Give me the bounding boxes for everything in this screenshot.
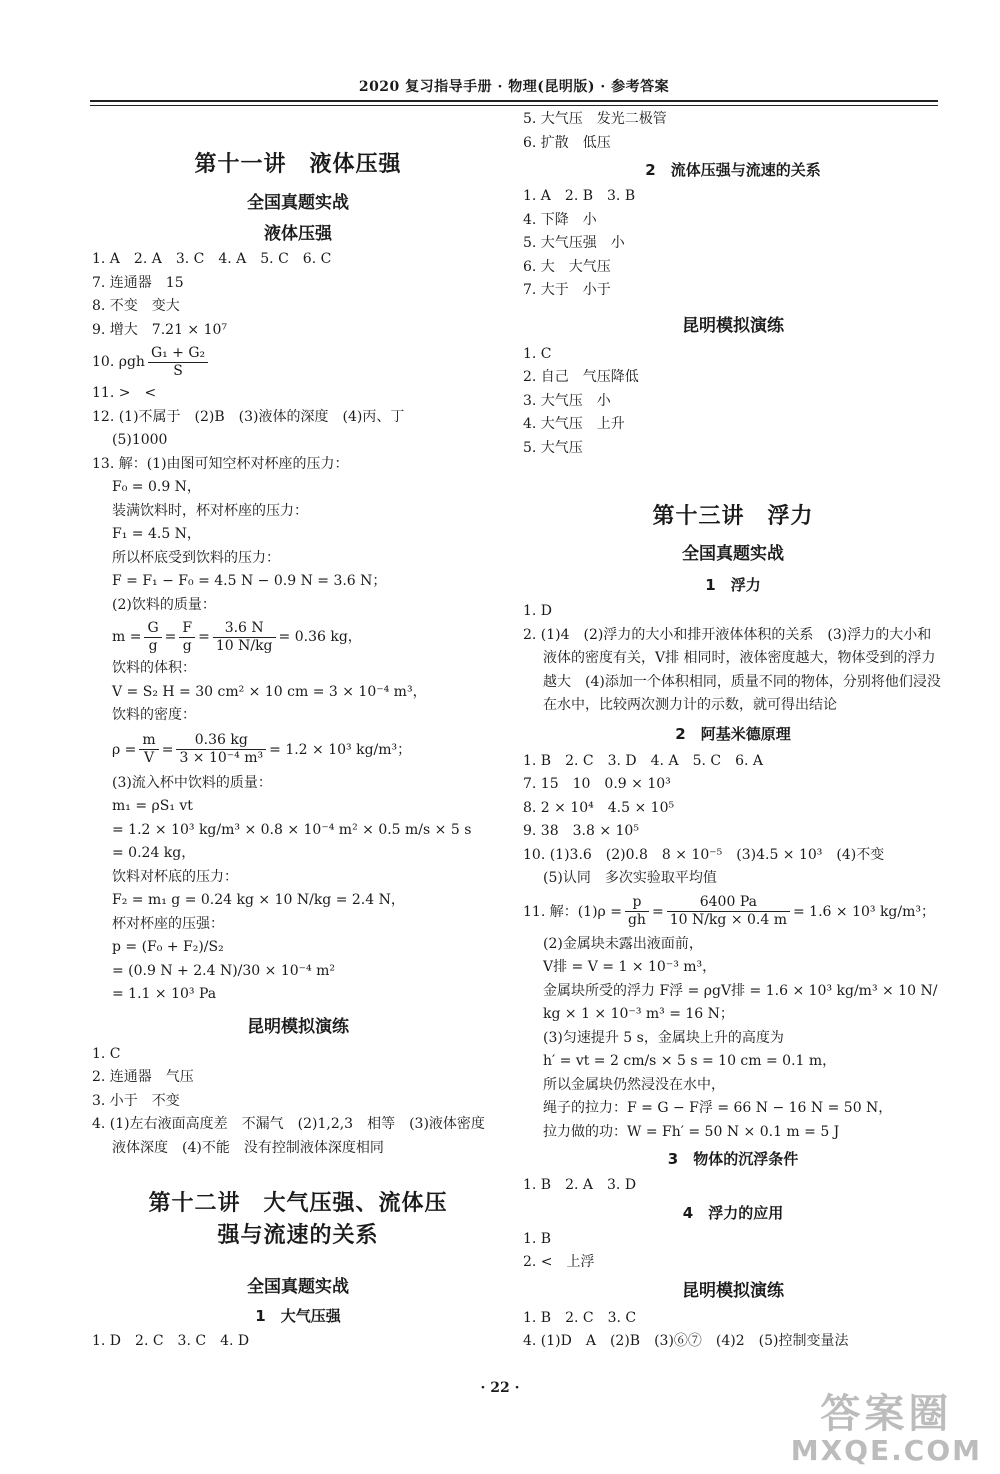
answer-line-fraction bbox=[92, 342, 504, 382]
answer-line: 4. 下降 小 bbox=[523, 211, 597, 228]
denominator: g bbox=[148, 637, 158, 654]
answer-line: 11. > < bbox=[92, 385, 157, 401]
section-title: 全国真题实战 bbox=[247, 1277, 349, 1297]
subsection-title: 2 阿基米德原理 bbox=[675, 724, 791, 743]
solution-line: p = (F₀ + F₂)/S₂ bbox=[112, 939, 224, 955]
solution-line: 所以金属块仍然浸没在水中， bbox=[543, 1076, 725, 1093]
numerator: 3.6 N bbox=[213, 620, 276, 638]
solution-line: = 1.2 × 10³ kg/m³ × 0.8 × 10⁻⁴ m² × 0.5 m/s × 5 s bbox=[112, 821, 472, 838]
solution-line-fraction bbox=[92, 617, 504, 657]
solution-line: F₁ = 4.5 N， bbox=[112, 526, 201, 542]
denominator: 10 N/kg × 0.4 m bbox=[669, 912, 787, 928]
numerator: G₁ + G₂ bbox=[148, 345, 208, 363]
watermark-url: MXQE.COM bbox=[790, 1434, 982, 1467]
solution-line: F₂ = m₁ g = 0.24 kg × 10 N/kg = 2.4 N， bbox=[112, 892, 405, 908]
section-title: 全国真题实战 bbox=[682, 544, 784, 564]
answer-line: 2. < 上浮 bbox=[523, 1254, 595, 1270]
answer-line: 2. 连通器 气压 bbox=[92, 1069, 194, 1085]
solution-line: V排 = V = 1 × 10⁻³ m³， bbox=[543, 959, 717, 975]
answer-line: 1. B bbox=[523, 1230, 552, 1247]
formula-text: = 1.6 × 10³ kg/m³； bbox=[793, 903, 936, 920]
answer-line: 3. 小于 不变 bbox=[92, 1092, 180, 1109]
answer-line: 9. 38 3.8 × 10⁵ bbox=[523, 823, 639, 839]
formula-text: = bbox=[164, 629, 177, 645]
formula-text: = 0.36 kg， bbox=[278, 629, 362, 645]
solution-line: V = S₂ H = 30 cm² × 10 cm = 3 × 10⁻⁴ m³， bbox=[112, 683, 427, 700]
solution-line: 拉力做的功：W = Fh′ = 50 N × 0.1 m = 5 J bbox=[543, 1123, 840, 1140]
answer-line: 2. 自己 气压降低 bbox=[523, 369, 639, 385]
formula-text: = bbox=[198, 629, 210, 645]
solution-line: (3)流入杯中饮料的质量： bbox=[112, 774, 272, 791]
solution-line: 金属块所受的浮力 F浮 = ρgV排 = 1.6 × 10³ kg/m³ × 10 N/ bbox=[543, 982, 938, 999]
answer-line-fraction bbox=[523, 891, 943, 933]
denominator: V bbox=[144, 750, 155, 766]
fraction bbox=[213, 620, 276, 655]
answer-line: 7. 大于 小于 bbox=[523, 282, 611, 298]
solution-line: 饮料对杯底的压力： bbox=[112, 868, 238, 885]
answer-line: 10. (1)3.6 (2)0.8 8 × 10⁻⁵ (3)4.5 × 10³ (4)不变 bbox=[523, 846, 885, 863]
answer-line: 8. 不变 变大 bbox=[92, 298, 180, 314]
formula-text: ρ = bbox=[112, 741, 137, 758]
answer-line: 4. (1)D A (2)B (3)⑥⑦ (4)2 (5)控制变量法 bbox=[523, 1333, 849, 1349]
formula-text: 11. 解：(1)ρ = bbox=[523, 903, 622, 920]
chapter-11-title: 第十一讲 液体压强 bbox=[194, 152, 402, 177]
denominator: g bbox=[182, 637, 192, 654]
denominator: 10 N/kg bbox=[215, 637, 273, 654]
subsection-title: 2 流体压强与流速的关系 bbox=[645, 161, 821, 179]
header-rule-thin bbox=[90, 105, 938, 106]
subsection-title: 液体压强 bbox=[264, 224, 332, 244]
answer-line: 4. (1)左右液面高度差 不漏气 (2)1,2,3 相等 (3)液体密度 液体深度 (4)不能 没有控制液体深度相同 bbox=[92, 1116, 499, 1156]
watermark-logo bbox=[791, 1392, 982, 1466]
section-title: 昆明模拟演练 bbox=[682, 315, 784, 336]
numerator: G bbox=[144, 620, 161, 638]
solution-line: (2)饮料的质量： bbox=[112, 596, 216, 613]
fraction bbox=[139, 732, 158, 767]
section-title: 昆明模拟演练 bbox=[682, 1280, 784, 1301]
chapter-12-title-cont: 强与流速的关系 bbox=[217, 1223, 379, 1248]
answer-line: 7. 连通器 15 bbox=[92, 274, 184, 291]
answer-line: (5)认同 多次实验取平均值 bbox=[543, 870, 717, 886]
section-title: 全国真题实战 bbox=[247, 193, 349, 213]
page-number: · 22 · bbox=[480, 1380, 520, 1396]
solution-line: F₀ = 0.9 N， bbox=[112, 479, 201, 495]
answer-line: 3. 大气压 小 bbox=[523, 392, 611, 409]
answer-line: 1. B 2. C 3. C bbox=[523, 1309, 637, 1326]
solution-line-fraction bbox=[92, 728, 504, 772]
answer-line: 5. 大气压强 小 bbox=[523, 235, 625, 251]
solution-line: 饮料的密度： bbox=[112, 707, 196, 723]
formula-text: 10. ρgh bbox=[92, 354, 145, 370]
answer-line: 1. A 2. A 3. C 4. A 5. C 6. C bbox=[92, 251, 332, 267]
numerator: 0.36 kg bbox=[176, 732, 266, 750]
watermark-text: 答案圈 bbox=[820, 1391, 953, 1437]
answer-line: 2. (1)4 (2)浮力的大小和排开液体体积的关系 (3)浮力的大小和液体的密度有关，V排 相同时，液体密度越大，物体受到的浮力越大 (4)添加一个体积相同，质量不同的物体，分别将他们浸没在水中，比较两次测力计的示数，就可得出结论 bbox=[523, 626, 941, 713]
answer-line: 9. 增大 7.21 × 10⁷ bbox=[92, 321, 228, 338]
answer-line: 1. D bbox=[523, 603, 553, 619]
subsection-title: 3 物体的沉浮条件 bbox=[667, 1150, 799, 1168]
solution-line: (2)金属块未露出液面前， bbox=[543, 935, 703, 952]
page-header: 2020 复习指导手册 · 物理(昆明版) · 参考答案 bbox=[358, 79, 670, 95]
answer-line: 1. A 2. B 3. B bbox=[523, 188, 636, 204]
answer-line: 6. 大 大气压 bbox=[523, 258, 611, 275]
fraction bbox=[625, 894, 649, 929]
numerator: m bbox=[139, 732, 158, 750]
left-column bbox=[92, 108, 504, 1354]
solution-line: 杯对杯座的压强： bbox=[112, 915, 224, 932]
fraction bbox=[667, 894, 790, 929]
answer-line: 1. B 2. A 3. D bbox=[523, 1177, 637, 1193]
solution-line: 饮料的体积： bbox=[112, 660, 196, 676]
formula-text: m = bbox=[112, 629, 142, 645]
section-title: 昆明模拟演练 bbox=[247, 1016, 349, 1037]
answer-line: 8. 2 × 10⁴ 4.5 × 10⁵ bbox=[523, 799, 675, 816]
numerator: F bbox=[179, 620, 195, 638]
solution-line: 装满饮料时，杯对杯座的压力： bbox=[112, 502, 308, 519]
solution-line: kg × 1 × 10⁻³ m³ = 16 N； bbox=[543, 1006, 734, 1022]
answer-line: 1. C bbox=[523, 345, 552, 362]
answer-line: 13. 解：(1)由图可知空杯对杯座的压力： bbox=[92, 455, 349, 472]
formula-text: = bbox=[651, 903, 664, 920]
solution-line: = 1.1 × 10³ Pa bbox=[112, 986, 217, 1002]
subsection-title: 4 浮力的应用 bbox=[682, 1203, 784, 1222]
chapter-13-title: 第十三讲 浮力 bbox=[652, 504, 814, 529]
subsection-title: 1 大气压强 bbox=[255, 1307, 341, 1325]
answer-line: 6. 扩散 低压 bbox=[523, 134, 611, 151]
right-column bbox=[523, 108, 943, 1354]
chapter-12-title: 第十二讲 大气压强、流体压 bbox=[148, 1191, 448, 1216]
fraction bbox=[144, 620, 161, 655]
answer-line: 1. C bbox=[92, 1045, 121, 1062]
solution-line: 所以杯底受到饮料的压力： bbox=[112, 549, 280, 566]
solution-line: (3)匀速提升 5 s，金属块上升的高度为 bbox=[543, 1029, 784, 1046]
answer-line: 4. 大气压 上升 bbox=[523, 416, 625, 432]
solution-line: F = F₁ − F₀ = 4.5 N − 0.9 N = 3.6 N； bbox=[112, 573, 387, 589]
denominator: 3 × 10⁻⁴ m³ bbox=[179, 750, 264, 766]
solution-line: h′ = vt = 2 cm/s × 5 s = 10 cm = 0.1 m， bbox=[543, 1053, 837, 1069]
fraction bbox=[176, 732, 266, 767]
answer-line: 5. 大气压 发光二极管 bbox=[523, 111, 667, 127]
solution-line: 绳子的拉力：F = G − F浮 = 66 N − 16 N = 50 N， bbox=[543, 1100, 893, 1116]
formula-text: = 1.2 × 10³ kg/m³； bbox=[269, 741, 412, 758]
numerator: 6400 Pa bbox=[667, 894, 790, 912]
solution-line: = (0.9 N + 2.4 N)/30 × 10⁻⁴ m² bbox=[112, 962, 335, 979]
formula-text: = bbox=[161, 741, 174, 758]
answer-line: (5)1000 bbox=[112, 432, 168, 448]
answer-line: 1. B 2. C 3. D 4. A 5. C 6. A bbox=[523, 752, 764, 769]
answer-line: 7. 15 10 0.9 × 10³ bbox=[523, 776, 671, 792]
solution-line: m₁ = ρS₁ vt bbox=[112, 798, 193, 814]
answer-line: 5. 大气压 bbox=[523, 439, 583, 456]
numerator: p bbox=[625, 894, 649, 912]
answer-line: 1. D 2. C 3. C 4. D bbox=[92, 1333, 250, 1349]
answer-line: 12. (1)不属于 (2)B (3)液体的深度 (4)丙、丁 bbox=[92, 408, 405, 425]
fraction bbox=[179, 620, 195, 655]
denominator: gh bbox=[627, 912, 646, 928]
fraction bbox=[148, 345, 208, 380]
denominator: S bbox=[173, 362, 183, 379]
solution-line: = 0.24 kg， bbox=[112, 845, 196, 861]
header-rule bbox=[90, 100, 938, 102]
subsection-title: 1 浮力 bbox=[705, 576, 761, 594]
